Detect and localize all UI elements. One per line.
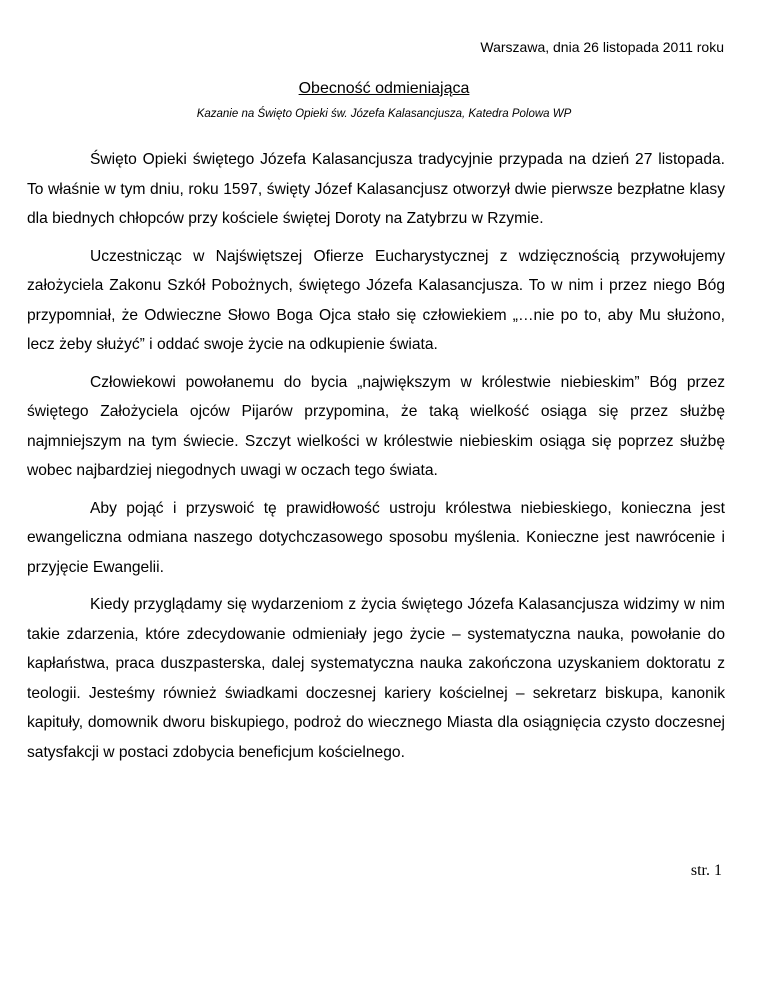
document-title: Obecność odmieniająca <box>298 80 470 97</box>
paragraph-3: Człowiekowi powołanemu do bycia „największym w królestwie niebieskim” Bóg przez świętego Założyciela ojców Pijarów przypomina, że taką wielkość osiąga się przez służbę najmniejszym na tym świecie. Szczyt wielkości w królestwie niebieskim osiąga się poprzez służbę wobec najbardziej niegodnych uwagi w oczach tego świata. <box>27 373 725 479</box>
date-line: Warszawa, dnia 26 listopada 2011 roku <box>480 39 724 55</box>
paragraph-1: Święto Opieki świętego Józefa Kalasancjusza tradycyjnie przypada na dzień 27 listopada. To właśnie w tym dniu, roku 1597, święty Józef Kalasancjusz otworzył dwie pierwsze bezpłatne klasy dla biednych chłopców przy kościele świętej Doroty na Zatybrzu w Rzymie. <box>27 151 725 227</box>
document-subtitle: Kazanie na Święto Opieki św. Józefa Kalasancjusza, Katedra Polowa WP <box>196 108 572 120</box>
paragraph-2: Uczestnicząc w Najświętszej Ofierze Eucharystycznej z wdzięcznością przywołujemy założyciela Zakonu Szkół Pobożnych, świętego Józefa Kalasancjusza. To w nim i przez niego Bóg przypomniał, że Odwieczne Słowo Boga Ojca stało się człowiekiem „…nie po to, aby Mu służono, lecz żeby służyć” i oddać swoje życie na odkupienie świata. <box>27 247 725 353</box>
page-number: str. 1 <box>690 862 722 879</box>
paragraph-5: Kiedy przyglądamy się wydarzeniom z życia świętego Józefa Kalasancjusza widzimy w nim takie zdarzenia, które zdecydowanie odmieniały jego życie – systematyczna nauka, powołanie do kapłaństwa, praca duszpasterska, dalej systematyczna nauka zakończona uzyskaniem doktoratu z teologii. Jesteśmy również świadkami doczesnej kariery kościelnej – sekretarz biskupa, kanonik kapituły, domownik dworu biskupiego, podroż do wiecznego Miasta dla osiągnięcia czysto doczesnej satysfakcji w postaci zdobycia beneficjum kościelnego. <box>27 596 725 761</box>
paragraph-4: Aby pojąć i przyswoić tę prawidłowość ustroju królestwa niebieskiego, konieczna jest ewangeliczna odmiana naszego dotychczasowego sposobu myślenia. Konieczne jest nawrócenie i przyjęcie Ewangelii. <box>27 499 725 576</box>
document-body <box>27 145 725 775</box>
